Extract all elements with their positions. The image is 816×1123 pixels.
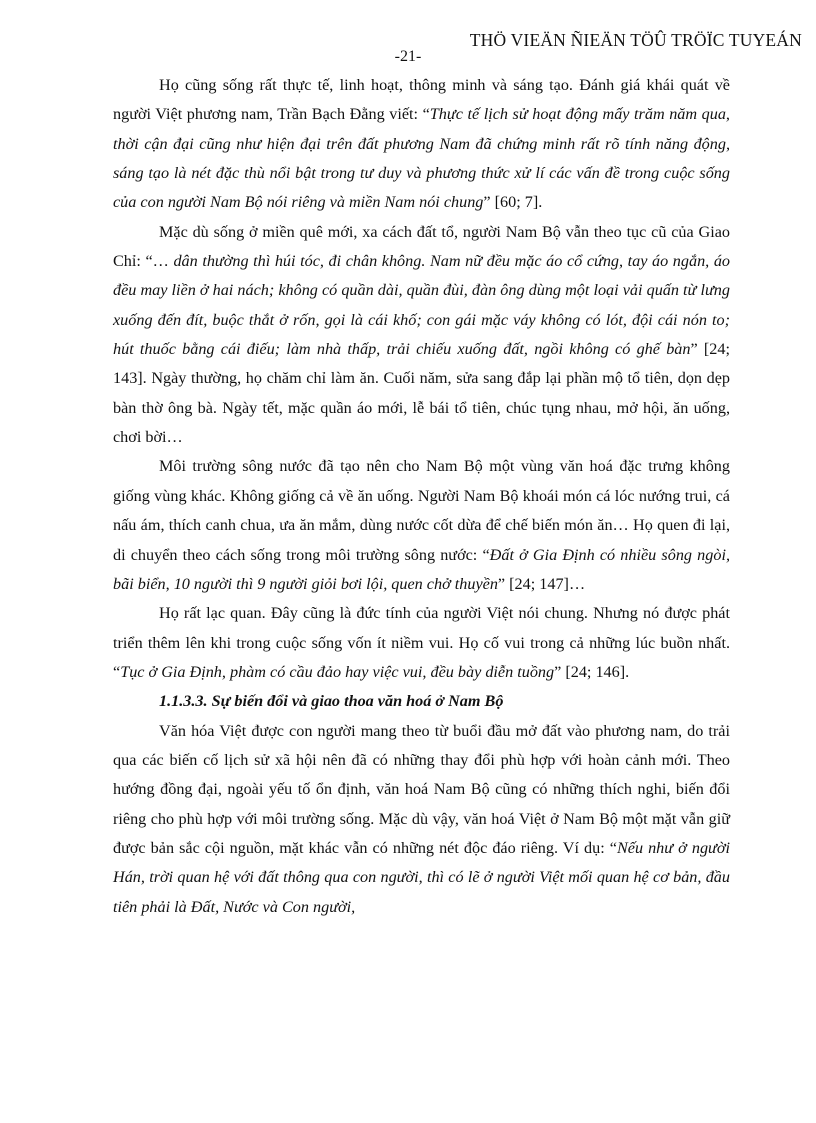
paragraph-3-citation: ” [24; 147]… (497, 574, 586, 593)
paragraph-1-quote: Thực tế lịch sử hoạt động mấy trăm năm qua, thời cận đại cũng như hiện đại trên đất phương Nam đã chứng minh rất rõ tính năng động, sáng tạo là nét đặc thù nổi bật trong tư duy và phương thức xử lí các vấn đề trong cuộc sống của con người Nam Bộ nói riêng và miền Nam nói chung (113, 105, 730, 212)
paragraph-5-text: Văn hóa Việt được con người mang theo từ buổi đầu mở đất vào phương nam, do trải qua các biến cố lịch sử xã hội nên đã có những thay đổi phù hợp với hoàn cảnh mới. Theo hướng đồng đại, ngoài yếu tố ổn định, văn hoá Nam Bộ cũng có những thích nghi, biến đổi riêng cho phù hợp với môi trường sống. Mặc dù vậy, văn hoá Việt ở Nam Bộ một mặt vẫn giữ được bản sắc cội nguồn, mặt khác vẫn có những nét độc đáo riêng. Ví dụ: “ (113, 721, 730, 857)
paragraph-3 (113, 452, 730, 599)
paragraph-4-quote: Tục ở Gia Định, phàm có cầu đảo hay việc vui, đều bày diễn tuồng (120, 662, 555, 681)
library-watermark-header: THÖ VIEÄN ÑIEÄN TÖÛ TRÖÏC TUYEÁN (469, 30, 802, 50)
paragraph-5-quote: Nếu như ở người Hán, trời quan hệ với đất thông qua con người, thì có lẽ ở người Việt mối quan hệ cơ bản, đầu tiên phải là Đất, Nước và Con người, (113, 838, 731, 916)
section-heading: 1.1.3.3. Sự biến đổi và giao thoa văn hoá ở Nam Bộ (159, 692, 504, 711)
paragraph-1-citation: ” [60; 7]. (483, 193, 543, 212)
paragraph-3-quote: Đất ở Gia Định có nhiều sông ngòi, bãi biển, 10 người thì 9 người giỏi bơi lội, quen chở thuyền (113, 545, 730, 593)
paragraph-1 (113, 71, 730, 218)
paragraph-4-text: Họ rất lạc quan. Đây cũng là đức tính của người Việt nói chung. Nhưng nó được phát triển thêm lên khi trong cuộc sống vốn ít niềm vui. Họ cố vui trong cả những lúc buồn nhất. “ (113, 604, 730, 681)
paragraph-1-text: Họ cũng sống rất thực tế, linh hoạt, thông minh và sáng tạo. Đánh giá khái quát về người Việt phương nam, Trần Bạch Đằng viết: “ (113, 76, 730, 124)
paragraph-2-citation: ” [24; 143]. Ngày thường, họ chăm chỉ làm ăn. Cuối năm, sửa sang đắp lại phần mộ tổ tiên, dọn dẹp bàn thờ ông bà. Ngày tết, mặc quần áo mới, lễ bái tổ tiên, chúc tụng nhau, mở hội, ăn uống, chơi bời… (113, 340, 730, 447)
paragraph-2-text: Mặc dù sống ở miền quê mới, xa cách đất tổ, người Nam Bộ vẫn theo tục cũ của Giao Chỉ: “… (113, 222, 730, 271)
paragraph-5 (113, 717, 730, 922)
document-body (113, 71, 730, 922)
page-number: -21- (394, 48, 422, 65)
paragraph-2-quote: dân thường thì húi tóc, đi chân không. Nam nữ đều mặc áo cổ cứng, tay áo ngắn, áo đều may liền ở hai nách; không có quần dài, quần đùi, đàn ông dùng một loại vải quấn từ lưng xuống đến đít, buộc thắt ở rốn, gọi là cái khố; con gái mặc váy không có lót, đội cái nón to; hút thuốc bằng cái điếu; làm nhà thấp, trải chiếu xuống đất, ngồi không có ghế bàn (113, 252, 731, 359)
paragraph-2 (113, 218, 730, 453)
paragraph-3-text: Môi trường sông nước đã tạo nên cho Nam Bộ một vùng văn hoá đặc trưng không giống vùng khác. Không giống cả về ăn uống. Người Nam Bộ khoái món cá lóc nướng trui, cá nấu ám, thích canh chua, ưa ăn mắm, dùng nước cốt dừa để chế biến món ăn… Họ quen đi lại, di chuyển theo cách sống trong môi trường sông nước: “ (113, 457, 730, 564)
paragraph-4-citation: ” [24; 146]. (554, 662, 630, 681)
paragraph-4 (113, 599, 730, 687)
